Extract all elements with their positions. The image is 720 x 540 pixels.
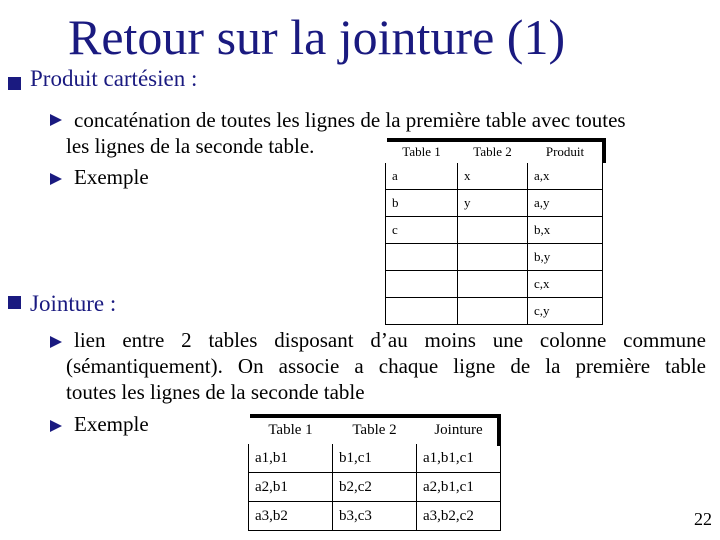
table-header-cell: Table 1 [402, 143, 441, 159]
table-cell: a2,b1 [249, 473, 333, 502]
section-heading-jointure: Jointure : [30, 291, 117, 316]
square-bullet-icon [8, 77, 21, 90]
table-row [249, 502, 501, 531]
table-row [249, 473, 501, 502]
table-row [386, 298, 603, 325]
table-cell: y [458, 190, 528, 217]
table-cell: x [458, 163, 528, 190]
table-cell: a3,b2,c2 [417, 502, 501, 531]
triangle-bullet-icon [50, 420, 62, 432]
table-cell [458, 298, 528, 325]
triangle-bullet-icon [50, 336, 62, 348]
table-row [386, 163, 603, 190]
table-cell [458, 271, 528, 298]
page-number: 22 [694, 509, 712, 529]
bullet-text-line: concaténation de toutes les lignes de la première table avec toutes [74, 108, 626, 132]
table-row [386, 244, 603, 271]
bullet-text-line: les lignes de la seconde table. [66, 134, 315, 158]
table-cell: a2,b1,c1 [417, 473, 501, 502]
table-header-cell: Table 1 [268, 421, 313, 438]
bullet-text-line: toutes les lignes de la seconde table [66, 380, 365, 404]
table-cell [458, 217, 528, 244]
table-header-row [386, 141, 603, 163]
table-cell: c,x [528, 271, 603, 298]
table-cell: b,x [528, 217, 603, 244]
table-header-cell: Table 2 [352, 421, 397, 438]
bullet-text-exemple: Exemple [74, 412, 149, 436]
bullet-text-line: lien entre 2 tables disposant d’au moins une colonne commune [74, 328, 706, 352]
table-row [386, 271, 603, 298]
table-cell: b3,c3 [333, 502, 417, 531]
table-cell [386, 271, 458, 298]
table-header-cell: Table 2 [473, 143, 512, 159]
table-cell [458, 244, 528, 271]
triangle-bullet-icon [50, 173, 62, 185]
table-header-row [249, 417, 501, 444]
table-row [386, 217, 603, 244]
table-header-cell: Produit [545, 143, 585, 159]
join-table [248, 416, 501, 531]
table-cell: a3,b2 [249, 502, 333, 531]
table-row [386, 190, 603, 217]
table-row [249, 444, 501, 473]
table-cell: a [386, 163, 458, 190]
table-cell: a1,b1,c1 [417, 444, 501, 473]
table-cell [386, 298, 458, 325]
table-cell: b1,c1 [333, 444, 417, 473]
bullet-text-line: (sémantiquement). On associe a chaque ligne de la première table [66, 354, 706, 378]
table-cell: a,y [528, 190, 603, 217]
table-cell: a,x [528, 163, 603, 190]
table-cell: b,y [528, 244, 603, 271]
table-cell [386, 244, 458, 271]
section-heading-produit: Produit cartésien : [30, 66, 198, 91]
table-cell: c,y [528, 298, 603, 325]
table-cell: c [386, 217, 458, 244]
table-cell: a1,b1 [249, 444, 333, 473]
table-cell: b [386, 190, 458, 217]
page-title: Retour sur la jointure (1) [68, 9, 566, 65]
triangle-bullet-icon [50, 114, 62, 126]
table-cell: b2,c2 [333, 473, 417, 502]
product-table [385, 140, 603, 325]
square-bullet-icon [8, 296, 21, 309]
table-header-cell: Jointure [434, 421, 483, 438]
bullet-text-exemple: Exemple [74, 165, 149, 189]
